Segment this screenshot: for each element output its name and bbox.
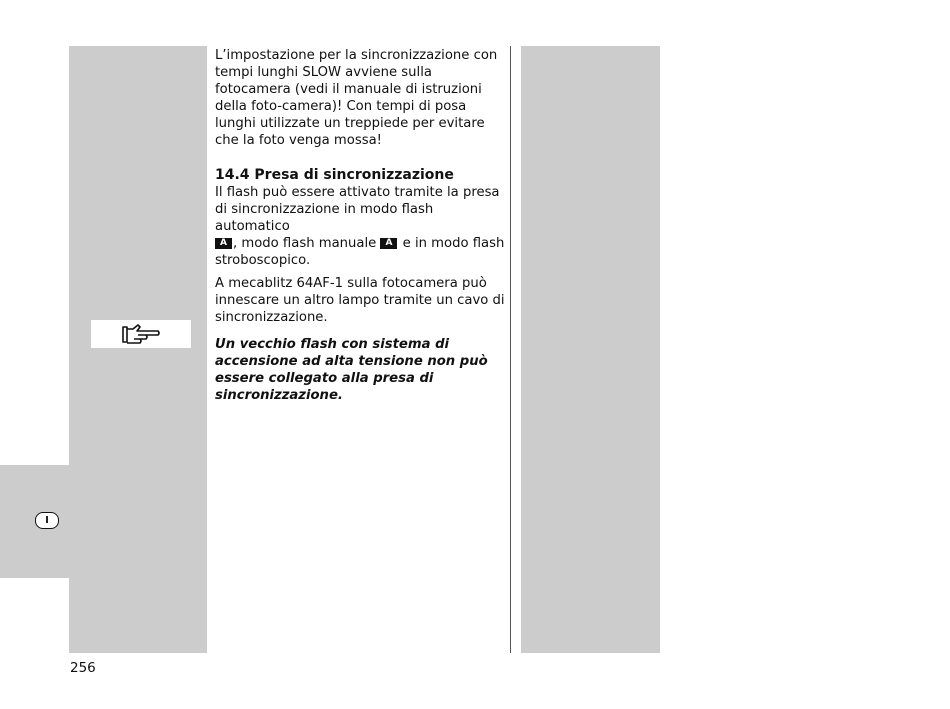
note-icon-box bbox=[91, 320, 191, 348]
section-heading: 14.4 Presa di sincronizzazione bbox=[215, 167, 454, 183]
language-badge: I bbox=[35, 512, 59, 529]
warning-note: Un vecchio flash con sistema di accensione ad alta tensione non può essere collegato alla presa di sincronizzazione. bbox=[215, 337, 488, 403]
sync-text-a: Il flash può essere attivato tramite la presa di sincronizzazione in modo flash automatico bbox=[215, 185, 500, 234]
sync-paragraph bbox=[215, 184, 507, 269]
pointing-hand-icon bbox=[121, 322, 161, 346]
intro-paragraph: L’impostazione per la sincronizzazione con tempi lunghi SLOW avviene sulla fotocamera (vedi il manuale di istruzioni della foto-camera)! Con tempi di posa lunghi utilizzate un treppiede per evitare che la foto venga mossa! bbox=[215, 48, 498, 148]
second-flash-paragraph: A mecablitz 64AF-1 sulla fotocamera può innescare un altro lampo tramite un cavo di sincronizzazione. bbox=[215, 276, 505, 325]
sync-text-b: , modo flash manuale bbox=[233, 236, 377, 251]
page-number: 256 bbox=[70, 660, 96, 676]
manual-mode-badge: A bbox=[380, 238, 397, 249]
column-divider bbox=[510, 46, 511, 653]
right-margin-column bbox=[521, 46, 660, 653]
auto-mode-badge: A bbox=[215, 238, 232, 249]
main-text bbox=[215, 47, 507, 404]
sync-text-c: e in modo flash stroboscopico. bbox=[215, 236, 505, 268]
left-margin-column bbox=[69, 46, 207, 653]
